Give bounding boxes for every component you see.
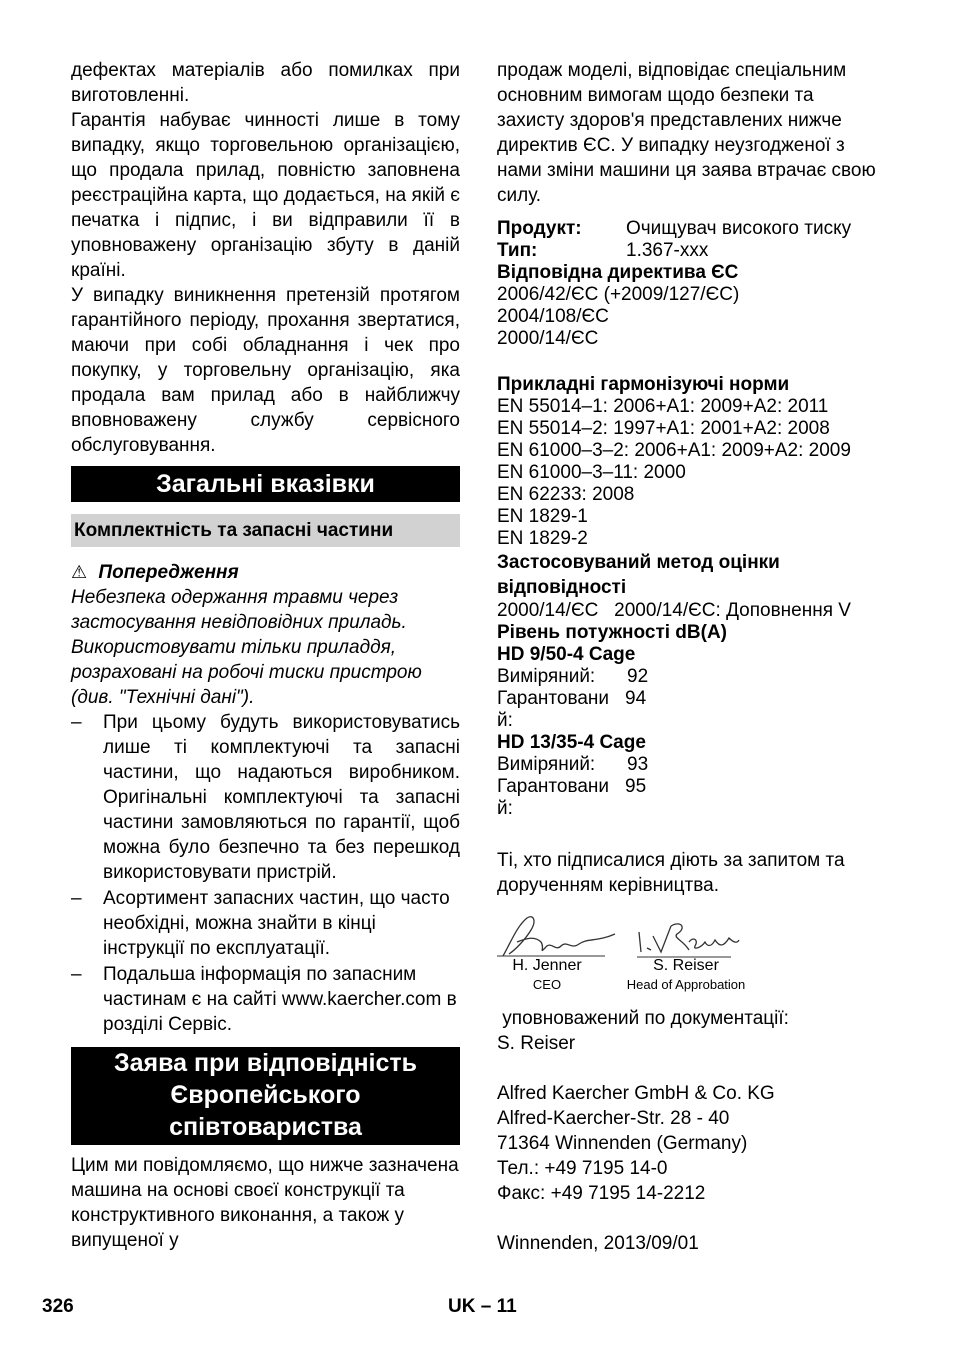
list-item-text: При цьому будуть використовуватись лише ті комплектуючі та запасні частини, що надаються виробником. Оригінальні комплектуючі та запасні частини замовляються по гарантії, щоб можна було безпечно та без перешкод використовувати пристрій. — [103, 712, 460, 883]
product-row — [497, 218, 897, 240]
declaration-continued: продаж моделі, відповідає спеціальним основним вимогам щодо безпеки та захисту здоров'я представлених нижче директив ЄС. У випадку неузгодженої з нами зміни машини ця заява втрачає свою силу. — [497, 60, 876, 206]
norm-item: EN 61000–3–2: 2006+A1: 2009+A2: 2009 — [497, 440, 851, 461]
warranty-paragraph-2: Гарантія набуває чинності лише в тому випадку, якщо торговельною організацією, що продала прилад, повністю заповнена реєстраційна карта, що додається, на якій є печатка і підпис, і ви відправили її в уповноважену організацію збуту в даній країні. — [71, 110, 460, 281]
list-item — [71, 886, 460, 961]
address-line: Alfred-Kaercher-Str. 28 - 40 — [497, 1108, 730, 1129]
signature-block — [497, 912, 897, 1002]
type-row — [497, 240, 897, 262]
signer-2-role: Head of Approbation — [626, 977, 746, 992]
norm-item: EN 55014–1: 2006+A1: 2009+A2: 2011 — [497, 396, 829, 417]
norms-title: Прикладні гармонізуючі норми — [497, 374, 790, 395]
model-1-name: HD 9/50-4 Cage — [497, 644, 636, 665]
declaration-text: Цим ми повідомляємо, що нижче зазначена машина на основі своєї конструкції та конструктивного виконання, а також у випущеної у — [71, 1155, 459, 1251]
warning-title-row — [71, 560, 460, 585]
type-value: 1.367-xxx — [626, 240, 709, 261]
address-line: Факс: +49 7195 14-2212 — [497, 1183, 706, 1204]
signer-1-role: CEO — [532, 977, 562, 992]
model-2-guaranteed-value: 95 — [625, 776, 647, 797]
product-label: Продукт: — [497, 218, 582, 239]
signer-2-name: S. Reiser — [653, 957, 719, 974]
heading-accessories-spare-parts: Комплектність та запасні частини — [71, 514, 460, 547]
signature-jenner — [497, 912, 597, 994]
directive-item: 2004/108/ЄС — [497, 306, 609, 327]
heading-general-notes: Загальні вказівки — [71, 466, 460, 502]
product-value: Очищувач високого тиску — [626, 218, 852, 239]
warranty-paragraph-3: У випадку виникнення претензій протягом гарантійного періоду, прохання звертатися, маючи при собі обладнання і чек про покупку, у торговельну організацію, яка продала вам прилад або в найближчу вповноважену службу сервісного обслуговування. — [71, 285, 460, 456]
list-dash: – — [71, 964, 82, 985]
right-column — [497, 58, 897, 1256]
list-item — [71, 962, 460, 1037]
address-line: Тел.: +49 7195 14-0 — [497, 1158, 668, 1179]
guaranteed-label: Гарантовани й: — [497, 776, 610, 819]
measured-label: Виміряний: — [497, 754, 596, 775]
list-dash: – — [71, 712, 82, 733]
norm-item: EN 61000–3–11: 2000 — [497, 462, 686, 483]
model-2-measured-row — [497, 754, 897, 776]
model-1-measured-row — [497, 666, 897, 688]
address-block — [497, 1081, 897, 1206]
list-item — [71, 710, 460, 885]
list-dash: – — [71, 888, 82, 909]
signed-text: Ті, хто підписалися діють за запитом та дорученням керівництва. — [497, 850, 845, 896]
documentation-representative-name: S. Reiser — [497, 1033, 576, 1054]
signature-reiser-image — [631, 912, 741, 962]
documentation-representative-label: уповноважений по документації: — [497, 1008, 789, 1029]
model-1-guaranteed-value: 94 — [625, 688, 647, 709]
conformity-method-value: 2000/14/ЄС 2000/14/ЄС: Доповнення V — [497, 600, 851, 621]
model-2-guaranteed-row — [497, 776, 897, 820]
address-line: 71364 Winnenden (Germany) — [497, 1133, 748, 1154]
warning-title: Попередження — [98, 562, 239, 583]
page-number: 326 — [42, 1296, 74, 1317]
warning-text: Небезпека одержання травми через застосування невідповідних приладь. Використовувати тільки приладдя, розраховані на робочі тиски пристрою (див. "Технічні дані"). — [71, 587, 422, 708]
model-1-guaranteed-row — [497, 688, 897, 732]
norm-item: EN 1829-2 — [497, 528, 588, 549]
measured-label: Виміряний: — [497, 666, 596, 687]
norm-item: EN 1829-1 — [497, 506, 588, 527]
directive-title: Відповідна директива ЄС — [497, 262, 739, 283]
left-column — [71, 58, 460, 1253]
conformity-method-title: Застосовуваний метод оцінки відповідності — [497, 552, 780, 598]
directive-item: 2000/14/ЄС — [497, 328, 599, 349]
signature-reiser — [621, 912, 751, 994]
list-item-text: Асортимент запасних частин, що часто необхідні, можна знайти в кінці інструкції по експлуатації. — [103, 888, 450, 959]
directive-item: 2006/42/ЄС (+2009/127/ЄС) — [497, 284, 740, 305]
norm-item: EN 55014–2: 1997+A1: 2001+A2: 2008 — [497, 418, 830, 439]
warning-triangle-icon: ⚠ — [71, 562, 88, 582]
heading-ec-declaration: Заява при відповідність Європейського співтовариства — [71, 1047, 460, 1145]
address-line: Alfred Kaercher GmbH & Co. KG — [497, 1083, 775, 1104]
product-block — [497, 218, 897, 820]
guaranteed-label: Гарантовани й: — [497, 688, 610, 731]
type-label: Тип: — [497, 240, 538, 261]
model-2-name: HD 13/35-4 Cage — [497, 732, 646, 753]
section-page-label: UK – 11 — [448, 1296, 517, 1317]
power-level-title: Рівень потужності dB(A) — [497, 622, 728, 643]
model-1-measured-value: 92 — [627, 666, 649, 687]
list-item-text: Подальша інформація по запасним частинам є на сайті www.kaercher.com в розділі Сервіс. — [103, 964, 457, 1035]
norm-item: EN 62233: 2008 — [497, 484, 635, 505]
model-2-measured-value: 93 — [627, 754, 649, 775]
warranty-paragraph-1: дефектах матеріалів або помилках при виготовленні. — [71, 60, 460, 106]
place-date: Winnenden, 2013/09/01 — [497, 1233, 699, 1254]
signature-jenner-image — [493, 912, 618, 962]
signer-1-name: H. Jenner — [512, 957, 582, 974]
